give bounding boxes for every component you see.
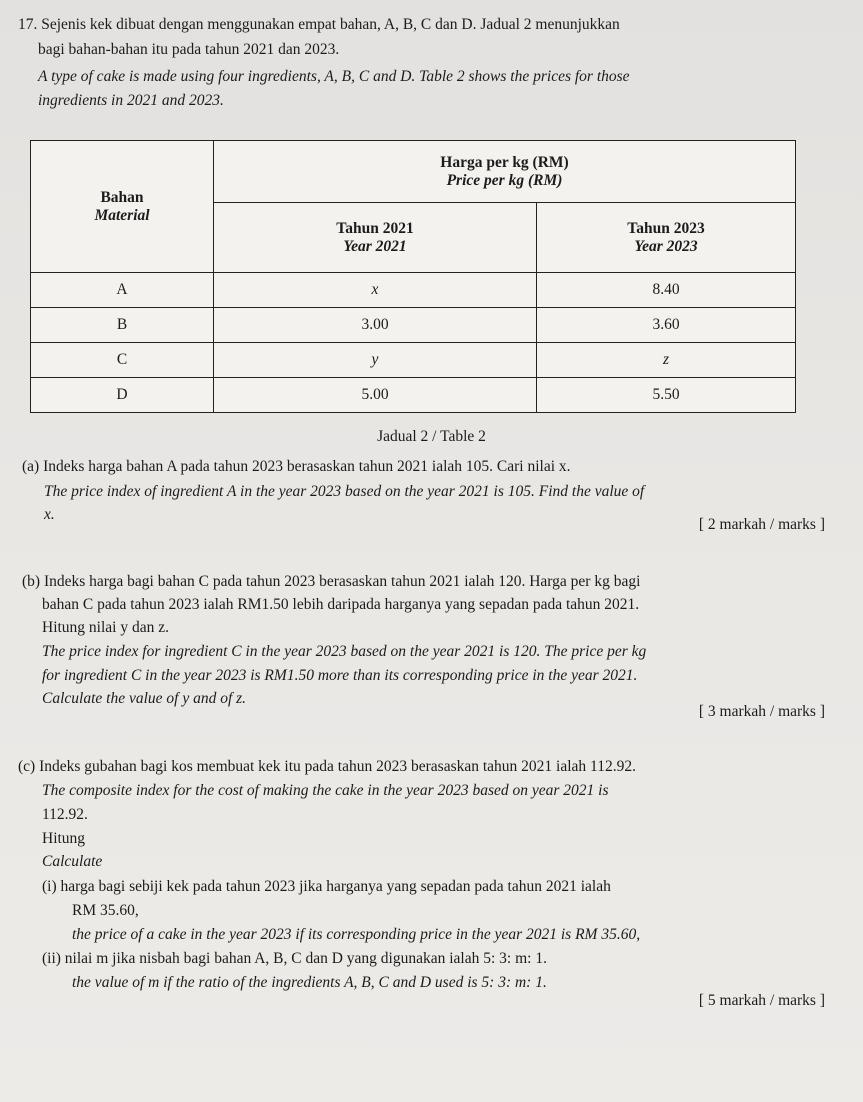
- part-c-i-en: the price of a cake in the year 2023 if its corresponding price in the year 2021 is RM 35.60,: [72, 926, 641, 943]
- price-2023-cell: 8.40: [537, 273, 796, 308]
- part-b-ms-1: (b) Indeks harga bagi bahan C pada tahun 2023 berasaskan tahun 2021 ialah 120. Harga per kg bagi: [22, 573, 641, 590]
- price-2021-cell: 3.00: [214, 308, 537, 343]
- part-c-i-ms-1: (i) harga bagi sebiji kek pada tahun 2023 jika harganya yang sepadan pada tahun 2021 ialah: [42, 878, 611, 895]
- price-2021-cell: 5.00: [214, 378, 537, 413]
- part-c-i-ms-2: RM 35.60,: [72, 902, 139, 919]
- table-row: [31, 273, 796, 308]
- price-2023-cell: 5.50: [537, 378, 796, 413]
- question-intro-en-2: ingredients in 2021 and 2023.: [38, 92, 224, 109]
- price-header-en: Price per kg (RM): [446, 171, 563, 189]
- material-cell: C: [31, 343, 214, 378]
- question-intro-en-1: A type of cake is made using four ingredients, A, B, C and D. Table 2 shows the prices for those: [38, 68, 630, 85]
- price-header-ms: Harga per kg (RM): [440, 153, 569, 171]
- question-intro-ms-2: bagi bahan-bahan itu pada tahun 2021 dan 2023.: [38, 41, 340, 58]
- year-2023-header-en: Year 2023: [634, 237, 698, 255]
- part-c-calculate: Calculate: [42, 853, 103, 870]
- material-cell: D: [31, 378, 214, 413]
- material-header: [31, 141, 214, 273]
- part-a-marks: [ 2 markah / marks ]: [698, 516, 825, 533]
- part-b-ms-2: bahan C pada tahun 2023 ialah RM1.50 lebih daripada harganya yang sepadan pada tahun 2021.: [42, 596, 640, 613]
- material-header-ms: Bahan: [100, 188, 144, 206]
- price-2023-cell: z: [537, 343, 796, 378]
- part-c-marks: [ 5 markah / marks ]: [698, 992, 825, 1009]
- part-b-en-1: The price index for ingredient C in the year 2023 based on the year 2021 is 120. The price per kg: [42, 643, 647, 660]
- year-2021-header-ms: Tahun 2021: [336, 219, 414, 237]
- part-b-en-3: Calculate the value of y and of z.: [42, 690, 247, 707]
- year-2023-header: [537, 203, 796, 273]
- price-2021-cell: x: [214, 273, 537, 308]
- price-header: [214, 141, 796, 203]
- part-b-marks: [ 3 markah / marks ]: [698, 703, 825, 720]
- question-intro-ms-1: 17. Sejenis kek dibuat dengan menggunakan empat bahan, A, B, C dan D. Jadual 2 menunjukkan: [18, 16, 620, 33]
- part-c-ms-1: (c) Indeks gubahan bagi kos membuat kek itu pada tahun 2023 berasaskan tahun 2021 ialah 112.92.: [18, 758, 636, 775]
- table-row: [31, 378, 796, 413]
- part-c-ii-ms: (ii) nilai m jika nisbah bagi bahan A, B, C dan D yang digunakan ialah 5: 3: m: 1.: [42, 950, 547, 967]
- part-a-en-1: The price index of ingredient A in the year 2023 based on the year 2021 is 105. Find the value of: [44, 483, 645, 500]
- part-c-ii-en: the value of m if the ratio of the ingredients A, B, C and D used is 5: 3: m: 1.: [72, 974, 547, 991]
- part-a-en-2: x.: [44, 506, 55, 523]
- part-b-ms-3: Hitung nilai y dan z.: [42, 619, 169, 636]
- part-c-en-2: 112.92.: [42, 806, 88, 823]
- material-header-en: Material: [94, 206, 150, 224]
- table-row: [31, 308, 796, 343]
- price-2023-cell: 3.60: [537, 308, 796, 343]
- material-cell: B: [31, 308, 214, 343]
- part-a-ms: (a) Indeks harga bahan A pada tahun 2023 berasaskan tahun 2021 ialah 105. Cari nilai x.: [22, 458, 571, 475]
- year-2021-header-en: Year 2021: [343, 237, 407, 255]
- material-cell: A: [31, 273, 214, 308]
- price-2021-cell: y: [214, 343, 537, 378]
- table-row: [31, 343, 796, 378]
- part-c-en-1: The composite index for the cost of making the cake in the year 2023 based on year 2021 is: [42, 782, 609, 799]
- price-table: [30, 140, 796, 413]
- table-caption: Jadual 2 / Table 2: [377, 428, 486, 445]
- year-2023-header-ms: Tahun 2023: [627, 219, 705, 237]
- part-c-hitung: Hitung: [42, 830, 86, 847]
- year-2021-header: [214, 203, 537, 273]
- part-b-en-2: for ingredient C in the year 2023 is RM1.50 more than its corresponding price in the year 2021.: [42, 667, 638, 684]
